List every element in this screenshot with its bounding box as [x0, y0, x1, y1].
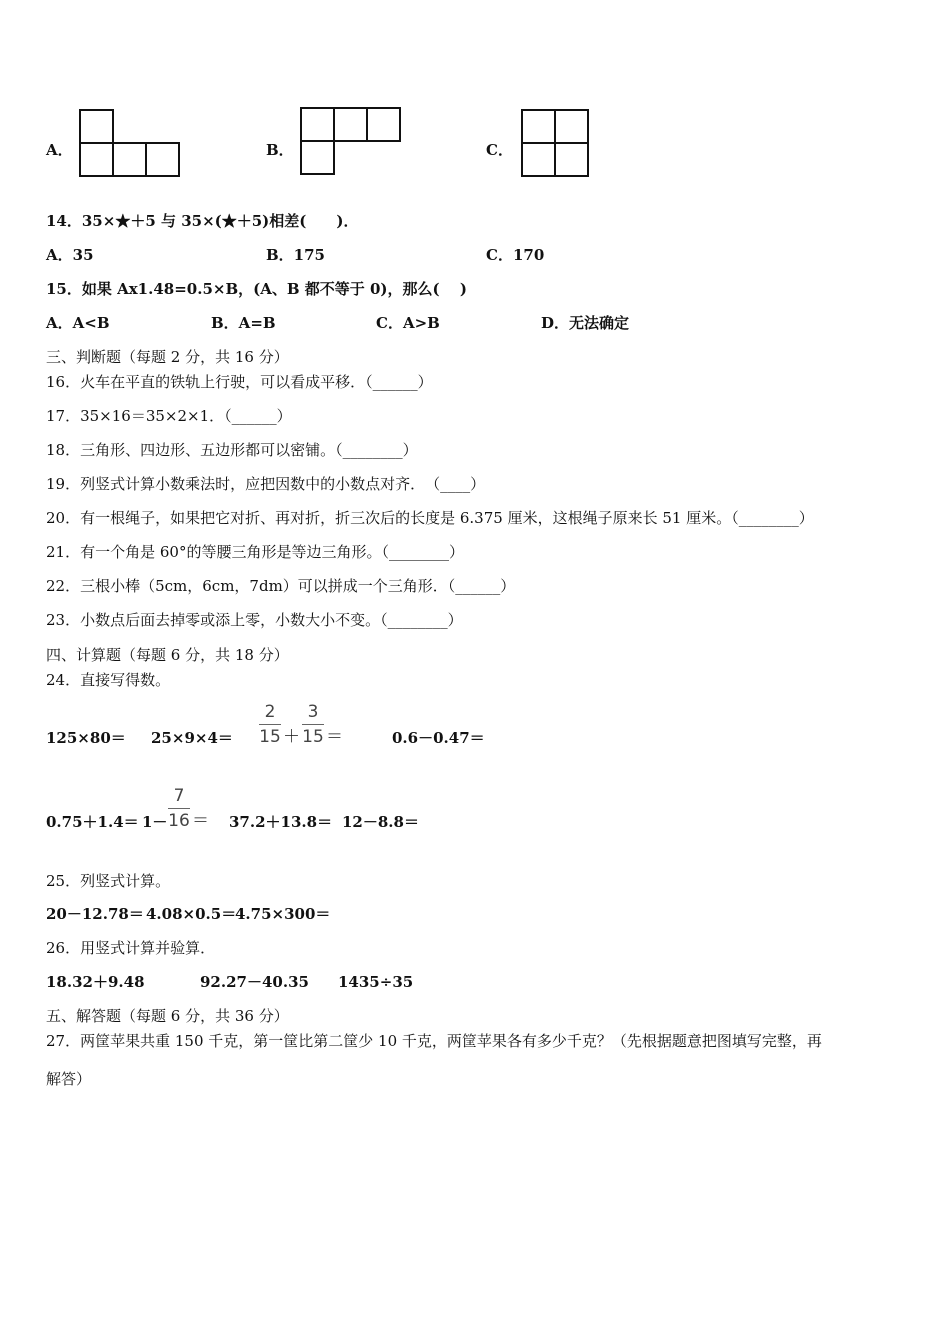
fraction-numerator: 2 [264, 702, 276, 722]
expr-4.08x0.5: 4.08×0.5＝ [146, 905, 237, 923]
equals-sign: ＝ [326, 727, 343, 747]
option-b-figure [299, 106, 403, 176]
fraction-3-15 [301, 702, 325, 747]
question-24-title: 24．直接写得数。 [46, 671, 171, 689]
question-23: 23．小数点后面去掉零或添上零，小数大小不变。（________） [46, 611, 463, 629]
fraction-denominator: 15 [302, 727, 324, 747]
question-18: 18．三角形、四边形、五边形都可以密铺。（________） [46, 441, 418, 459]
section-3-heading: 三、判断题（每题 2 分，共 16 分） [46, 348, 289, 366]
fraction-2-15 [258, 702, 282, 747]
fraction-numerator: 3 [307, 702, 319, 722]
question-27-line2: 解答） [46, 1070, 92, 1088]
fraction-7-16 [167, 786, 191, 831]
question-22: 22．三根小棒（5cm，6cm，7dm）可以拼成一个三角形．（______） [46, 577, 516, 595]
question-17: 17．35×16＝35×2×1．（______） [46, 407, 292, 425]
q15-option-a: A．A<B [46, 314, 110, 332]
expr-92.27-40.35: 92.27－40.35 [200, 973, 309, 991]
question-27-line1: 27．两筐苹果共重 150 千克，第一筐比第二筐少 10 千克，两筐苹果各有多少千克？（先根据题意把图填写完整，再 [46, 1032, 822, 1050]
q15-option-d: D．无法确定 [541, 314, 630, 332]
option-a-label: A． [46, 141, 73, 159]
fraction-denominator: 15 [259, 727, 281, 747]
equals-sign: ＝ [192, 811, 209, 831]
question-25-title: 25．列竖式计算。 [46, 872, 171, 890]
q15-option-b: B．A=B [211, 314, 276, 332]
expr-4.75x300: 4.75×300＝ [235, 905, 331, 923]
option-a-figure [78, 108, 182, 178]
question-26-title: 26．用竖式计算并验算． [46, 939, 216, 957]
question-20: 20．有一根绳子，如果把它对折、再对折，折三次后的长度是 6.375 厘米，这根绳子原来长 51 厘米。（________） [46, 509, 814, 527]
question-16: 16．火车在平直的铁轨上行驶，可以看成平移．（______） [46, 373, 433, 391]
expr-12-8.8: 12－8.8＝ [342, 813, 419, 831]
expr-125x80: 125×80＝ [46, 729, 126, 747]
q14-option-a: A．35 [46, 246, 94, 264]
expr-25x9x4: 25×9×4＝ [151, 729, 233, 747]
section-4-heading: 四、计算题（每题 6 分，共 18 分） [46, 646, 289, 664]
q15-option-c: C．A>B [376, 314, 440, 332]
option-c-figure [520, 108, 592, 178]
expr-1435div35: 1435÷35 [338, 973, 414, 991]
question-15: 15．如果 Ax1.48=0.5×B，(A、B 都不等于 0)，那么( ) [46, 280, 467, 298]
option-c-label: C． [486, 141, 513, 159]
section-5-heading: 五、解答题（每题 6 分，共 36 分） [46, 1007, 289, 1025]
fraction-numerator: 7 [173, 786, 185, 806]
expr-20-12.78: 20－12.78＝ [46, 905, 144, 923]
question-21: 21．有一个角是 60°的等腰三角形是等边三角形。（________） [46, 543, 464, 561]
expr-0.6-0.47: 0.6－0.47＝ [392, 729, 485, 747]
expr-37.2+13.8: 37.2＋13.8＝ [229, 813, 333, 831]
fraction-denominator: 16 [168, 811, 190, 831]
expr-18.32+9.48: 18.32＋9.48 [46, 973, 145, 991]
option-b-label: B． [266, 141, 294, 159]
expr-1-minus: 1－ [142, 813, 168, 831]
expr-0.75+1.4: 0.75＋1.4＝ [46, 813, 139, 831]
question-14: 14．35×★＋5 与 35×(★＋5)相差( )． [46, 212, 359, 230]
question-19: 19．列竖式计算小数乘法时，应把因数中的小数点对齐． （____） [46, 475, 486, 493]
q14-option-c: C．170 [486, 246, 545, 264]
q14-option-b: B．175 [266, 246, 325, 264]
plus-sign: ＋ [283, 727, 300, 747]
